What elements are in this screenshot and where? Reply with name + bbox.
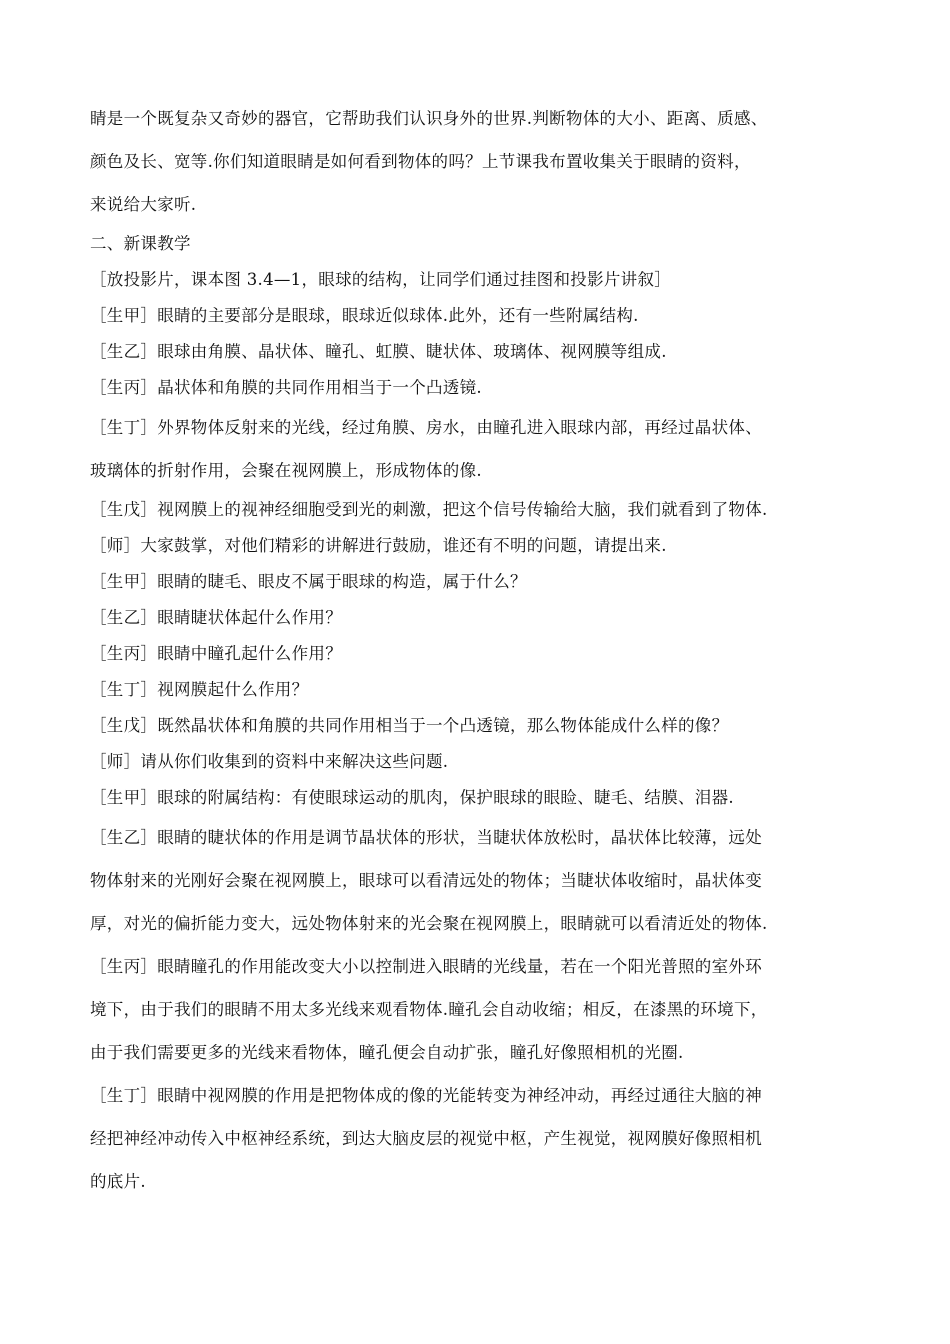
paragraph	[90, 1074, 876, 1203]
paragraph	[90, 744, 876, 780]
paragraph	[90, 672, 876, 708]
paragraph	[90, 262, 876, 298]
text-line: ［师］请从你们收集到的资料中来解决这些问题.	[90, 752, 449, 771]
text-line: 境下，由于我们的眼睛不用太多光线来观看物体.瞳孔会自动收缩；相反，在漆黑的环境下，	[90, 1000, 768, 1019]
text-line: ［放投影片，课本图 3.4—1，眼球的结构，让同学们通过挂图和投影片讲叙］	[90, 270, 672, 289]
text-line: ［生乙］眼球由角膜、晶状体、瞳孔、虹膜、睫状体、玻璃体、视网膜等组成.	[90, 342, 667, 361]
paragraph	[90, 708, 876, 744]
document-body	[90, 97, 876, 1203]
paragraph	[90, 334, 876, 370]
text-line: 来说给大家听.	[90, 195, 197, 214]
text-line: 的底片.	[90, 1172, 146, 1191]
text-line: 厚，对光的偏折能力变大，远处物体射来的光会聚在视网膜上，眼睛就可以看清近处的物体.	[90, 914, 768, 933]
text-line: 二、新课教学	[90, 234, 191, 253]
paragraph	[90, 528, 876, 564]
paragraph	[90, 945, 876, 1074]
paragraph	[90, 370, 876, 406]
text-line: ［生乙］眼睛睫状体起什么作用？	[90, 608, 342, 627]
paragraph	[90, 564, 876, 600]
text-line: ［生丙］眼睛瞳孔的作用能改变大小以控制进入眼睛的光线量，若在一个阳光普照的室外环	[90, 957, 762, 976]
text-line: 经把神经冲动传入中枢神经系统，到达大脑皮层的视觉中枢，产生视觉，视网膜好像照相机	[90, 1129, 762, 1148]
paragraph	[90, 780, 876, 816]
text-line: ［生丁］外界物体反射来的光线，经过角膜、房水，由瞳孔进入眼球内部，再经过晶状体、	[90, 418, 762, 437]
text-line: ［生乙］眼睛的睫状体的作用是调节晶状体的形状，当睫状体放松时，晶状体比较薄，远处	[90, 828, 762, 847]
paragraph	[90, 636, 876, 672]
text-line: ［生丁］眼睛中视网膜的作用是把物体成的像的光能转变为神经冲动，再经过通往大脑的神	[90, 1086, 762, 1105]
paragraph	[90, 600, 876, 636]
text-line: 物体射来的光刚好会聚在视网膜上，眼球可以看清远处的物体；当睫状体收缩时，晶状体变	[90, 871, 762, 890]
text-line: ［生丙］晶状体和角膜的共同作用相当于一个凸透镜.	[90, 378, 482, 397]
text-line: ［生丙］眼睛中瞳孔起什么作用？	[90, 644, 342, 663]
text-line: ［生丁］视网膜起什么作用？	[90, 680, 309, 699]
paragraph	[90, 226, 876, 262]
paragraph	[90, 97, 876, 226]
text-line: ［生甲］眼睛的睫毛、眼皮不属于眼球的构造，属于什么？	[90, 572, 527, 591]
text-line: ［生甲］眼球的附属结构：有使眼球运动的肌肉，保护眼球的眼睑、睫毛、结膜、泪器.	[90, 788, 734, 807]
text-line: ［生戊］视网膜上的视神经细胞受到光的刺激，把这个信号传输给大脑，我们就看到了物体.	[90, 500, 768, 519]
text-line: 颜色及长、宽等.你们知道眼睛是如何看到物体的吗？上节课我布置收集关于眼睛的资料，	[90, 152, 751, 171]
text-line: ［师］大家鼓掌，对他们精彩的讲解进行鼓励，谁还有不明的问题，请提出来.	[90, 536, 667, 555]
paragraph	[90, 816, 876, 945]
paragraph	[90, 406, 876, 492]
paragraph	[90, 492, 876, 528]
text-line: ［生甲］眼睛的主要部分是眼球，眼球近似球体.此外，还有一些附属结构.	[90, 306, 639, 325]
text-line: ［生戊］既然晶状体和角膜的共同作用相当于一个凸透镜，那么物体能成什么样的像？	[90, 716, 729, 735]
text-line: 睛是一个既复杂又奇妙的器官，它帮助我们认识身外的世界.判断物体的大小、距离、质感、	[90, 109, 768, 128]
text-line: 玻璃体的折射作用，会聚在视网膜上，形成物体的像.	[90, 461, 482, 480]
paragraph	[90, 298, 876, 334]
text-line: 由于我们需要更多的光线来看物体，瞳孔便会自动扩张，瞳孔好像照相机的光圈.	[90, 1043, 684, 1062]
